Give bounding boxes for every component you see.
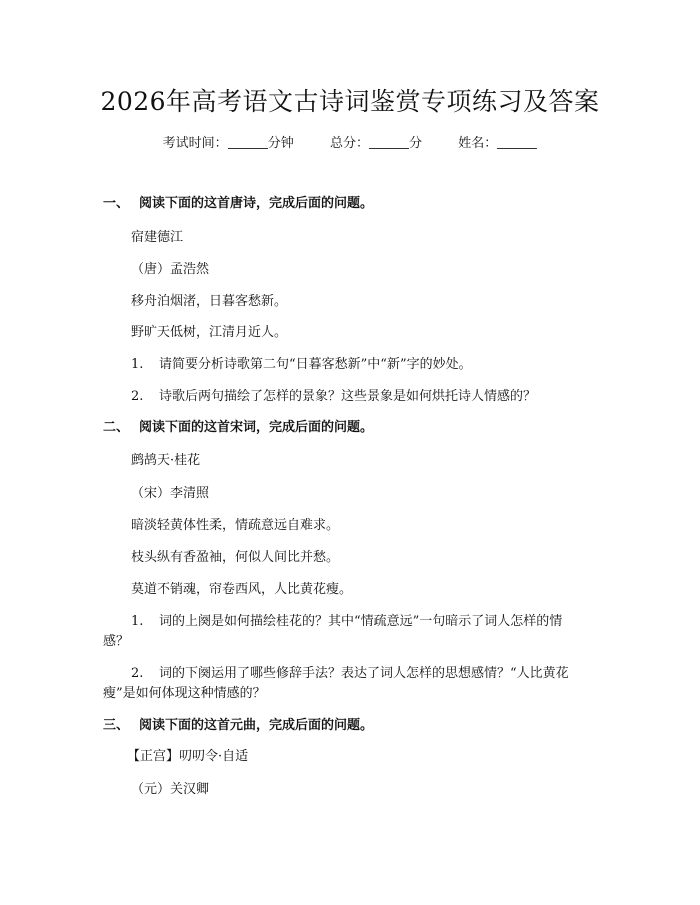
section-number: 一、: [103, 196, 130, 211]
question: [131, 610, 562, 629]
exam-meta: [0, 132, 700, 151]
score-label: 总分：: [329, 136, 369, 151]
section-heading: [103, 416, 373, 435]
poem-line: 野旷天低树，江清月近人。: [131, 325, 288, 340]
question-number: 2.: [131, 666, 144, 681]
name-blank: [497, 135, 537, 149]
time-blank: [228, 135, 268, 149]
score-blank: [369, 135, 409, 149]
name-label: 姓名：: [458, 136, 498, 151]
poem-title: 【正宫】叨叨令·自适: [127, 749, 249, 764]
question-text: 词的下阕运用了哪些修辞手法？表达了词人怎样的思想感情？“人比黄花: [159, 666, 569, 681]
question-text: 诗歌后两句描绘了怎样的景象？这些景象是如何烘托诗人情感的？: [159, 389, 537, 404]
time-unit: 分钟: [267, 136, 294, 151]
poem-line: 暗淡轻黄体性柔，情疏意远自难求。: [131, 518, 340, 533]
poem-author: （唐）孟浩然: [131, 262, 210, 277]
poem-line: 莫道不销魂，帘卷西风，人比黄花瘦。: [131, 582, 353, 597]
section-number: 三、: [103, 718, 130, 733]
poem-line: 枝头纵有香盈袖，何似人间比并愁。: [131, 550, 340, 565]
poem-title: 鹧鸪天·桂花: [131, 453, 201, 468]
section-heading-text: 阅读下面的这首元曲，完成后面的问题。: [139, 718, 374, 733]
poem-title: 宿建德江: [131, 230, 184, 245]
section-heading: [103, 192, 373, 211]
question: [131, 353, 472, 372]
section-number: 二、: [103, 420, 130, 435]
poem-author: （元）关汉卿: [131, 782, 210, 797]
question: [131, 662, 569, 681]
poem-line: 移舟泊烟渚，日暮客愁新。: [131, 294, 288, 309]
time-label: 考试时间：: [162, 136, 228, 151]
question: [131, 385, 536, 404]
question-continuation: 感？: [103, 634, 130, 649]
question-number: 2.: [131, 389, 144, 404]
question-text: 请简要分析诗歌第二句“日暮客愁新”中“新”字的妙处。: [159, 357, 472, 372]
section-heading: [103, 714, 373, 733]
page-title: 2026年高考语文古诗词鉴赏专项练习及答案: [100, 87, 600, 116]
question-number: 1.: [131, 614, 144, 629]
section-heading-text: 阅读下面的这首唐诗，完成后面的问题。: [139, 196, 374, 211]
score-unit: 分: [409, 136, 423, 151]
question-number: 1.: [131, 357, 144, 372]
poem-author: （宋）李清照: [131, 486, 210, 501]
question-text: 词的上阕是如何描绘桂花的？其中“情疏意远”一句暗示了词人怎样的情: [159, 614, 563, 629]
question-continuation: 瘦”是如何体现这种情感的？: [103, 686, 266, 701]
section-heading-text: 阅读下面的这首宋词，完成后面的问题。: [139, 420, 374, 435]
